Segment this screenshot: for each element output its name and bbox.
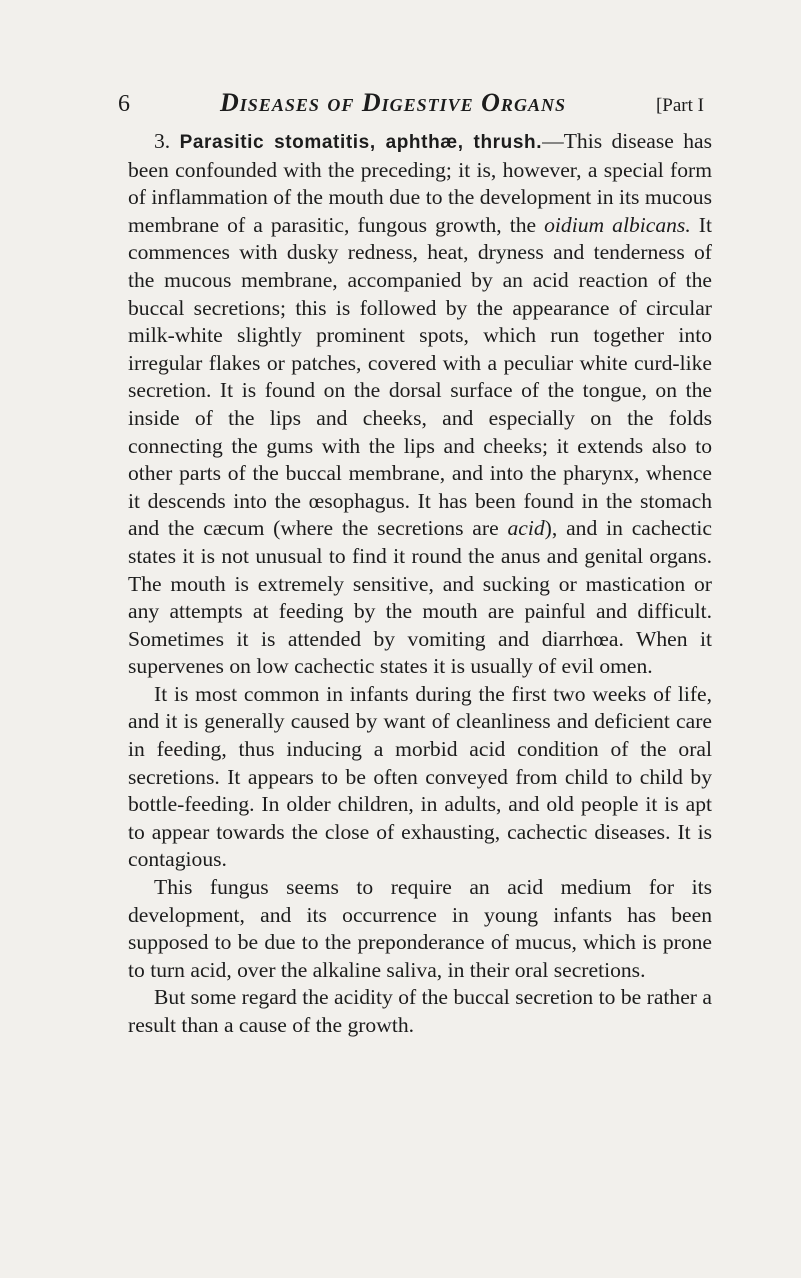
heading-dash: — — [542, 129, 564, 153]
paragraph-1 — [128, 128, 712, 681]
body-text — [128, 128, 712, 1040]
species-name: oidium albicans. — [544, 212, 691, 237]
section-number: 3. — [154, 129, 171, 153]
running-head — [118, 88, 704, 120]
acid-emphasis: acid — [507, 516, 545, 541]
section-heading: Parasitic stomatitis, aphthæ, thrush. — [179, 132, 543, 153]
paragraph-1-text-b: It commences with dusky redness, heat, dryness and tenderness of the mucous membrane, accompanied by an acid reaction of the buccal secretions; this is followed by the appearance of circular milk-white slightly prominent spots, which run together into irregular flakes or patches, covered with a peculiar white curd-like secretion. It is found on the dorsal surface of the tongue, on the inside of the lips and cheeks, and especially on the folds connecting the gums with the lips and cheeks; it extends also to other parts of the buccal membrane, and into the pharynx, whence it descends into the œsophagus. It has been found in the stomach and the cæcum (where the secretions are — [128, 212, 712, 541]
paragraph-2: It is most common in infants during the first two weeks of life, and it is generally caused by want of cleanliness and deficient care in feeding, thus inducing a morbid acid condition of the oral secretions. It appears to be often conveyed from child to child by bottle-feeding. In older children, in adults, and old people it is apt to appear towards the close of exhausting, cachectic diseases. It is contagious. — [128, 681, 712, 872]
paragraph-1-text-a: This disease has been confounded with the preceding; it is, however, a special form of inflammation of the mouth due to the development in its mucous membrane of a parasitic, fungous growth, the — [128, 129, 713, 237]
paragraph-4: But some regard the acidity of the buccal secretion to be rather a result than a cause of the growth. — [128, 985, 712, 1037]
paragraph-1-text-c: ), and in cachectic states it is not unusual to find it round the anus and genital organs. The mouth is extremely sensitive, and sucking or mastication or any attempts at feeding by the mouth are painful and difficult. Sometimes it is attended by vomiting and diarrhœa. When it supervenes on low cachectic states it is usually of evil omen. — [128, 516, 712, 679]
part-label: [Part I — [655, 95, 704, 116]
running-title: Diseases of Digestive Organs — [220, 88, 566, 117]
page-number: 6 — [118, 91, 130, 117]
paragraph-3: This fungus seems to require an acid medium for its development, and its occurrence in young infants has been supposed to be due to the preponderance of mucus, which is prone to turn acid, over the alkaline saliva, in their oral secretions. — [128, 875, 712, 982]
